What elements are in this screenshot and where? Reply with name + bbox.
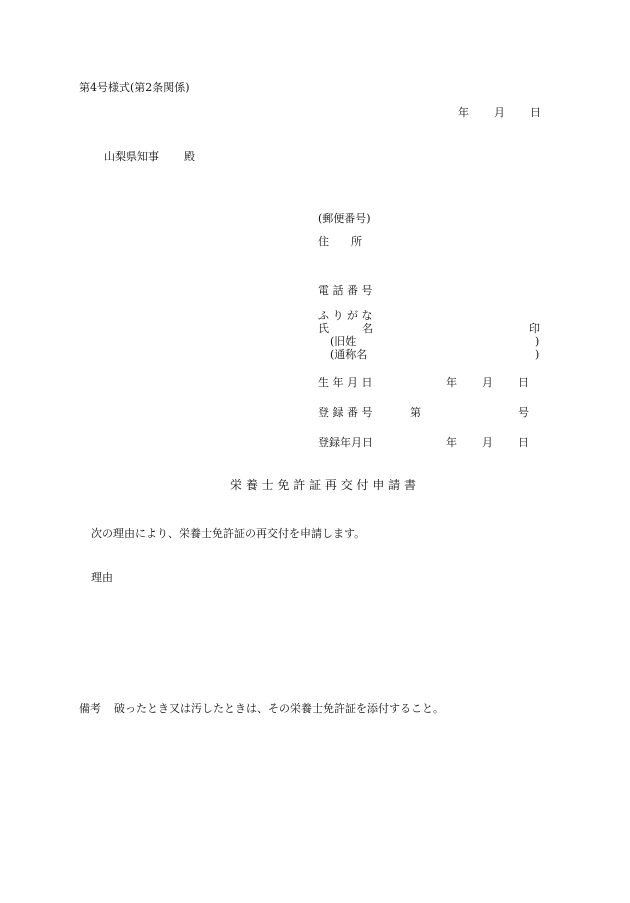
address-label: 住 所	[318, 235, 362, 248]
date-year-label: 年	[458, 106, 469, 119]
document-title: 栄 養 士 免 許 証 再 交 付 申 請 書	[230, 478, 416, 492]
addressee-name: 山梨県知事	[104, 150, 159, 163]
registration-number-label: 登 録 番 号	[318, 406, 373, 419]
registration-go-label: 号	[518, 406, 529, 419]
birth-month-label: 月	[482, 376, 493, 389]
birth-year-label: 年	[446, 376, 457, 389]
postal-code-label: (郵便番号)	[318, 212, 371, 225]
application-statement: 次の理由により、栄養士免許証の再交付を申請します。	[91, 527, 366, 540]
registration-day-label: 日	[518, 436, 529, 449]
registration-dai-label: 第	[410, 406, 421, 419]
registration-date-label: 登録年月日	[318, 436, 373, 449]
note-text: 破ったとき又は汚したときは、その栄養士免許証を添付すること。	[114, 702, 444, 715]
name-label: 氏 名	[318, 322, 373, 335]
date-day-label: 日	[530, 106, 541, 119]
former-surname-label: (旧姓	[330, 335, 357, 348]
birth-date-label: 生 年 月 日	[318, 376, 373, 389]
form-number: 第4号様式(第2条関係)	[79, 81, 190, 94]
date-month-label: 月	[494, 106, 505, 119]
former-surname-close: )	[535, 335, 540, 348]
birth-day-label: 日	[518, 376, 529, 389]
furigana-label: ふ り が な	[318, 309, 373, 322]
alias-close: )	[535, 348, 540, 361]
seal-mark: 印	[529, 322, 540, 335]
note-label: 備考	[79, 702, 101, 715]
phone-label: 電 話 番 号	[318, 284, 373, 297]
alias-label: (通称名	[330, 348, 368, 361]
addressee-honorific: 殿	[184, 150, 195, 163]
registration-month-label: 月	[482, 436, 493, 449]
registration-year-label: 年	[446, 436, 457, 449]
reason-label: 理由	[91, 571, 113, 584]
